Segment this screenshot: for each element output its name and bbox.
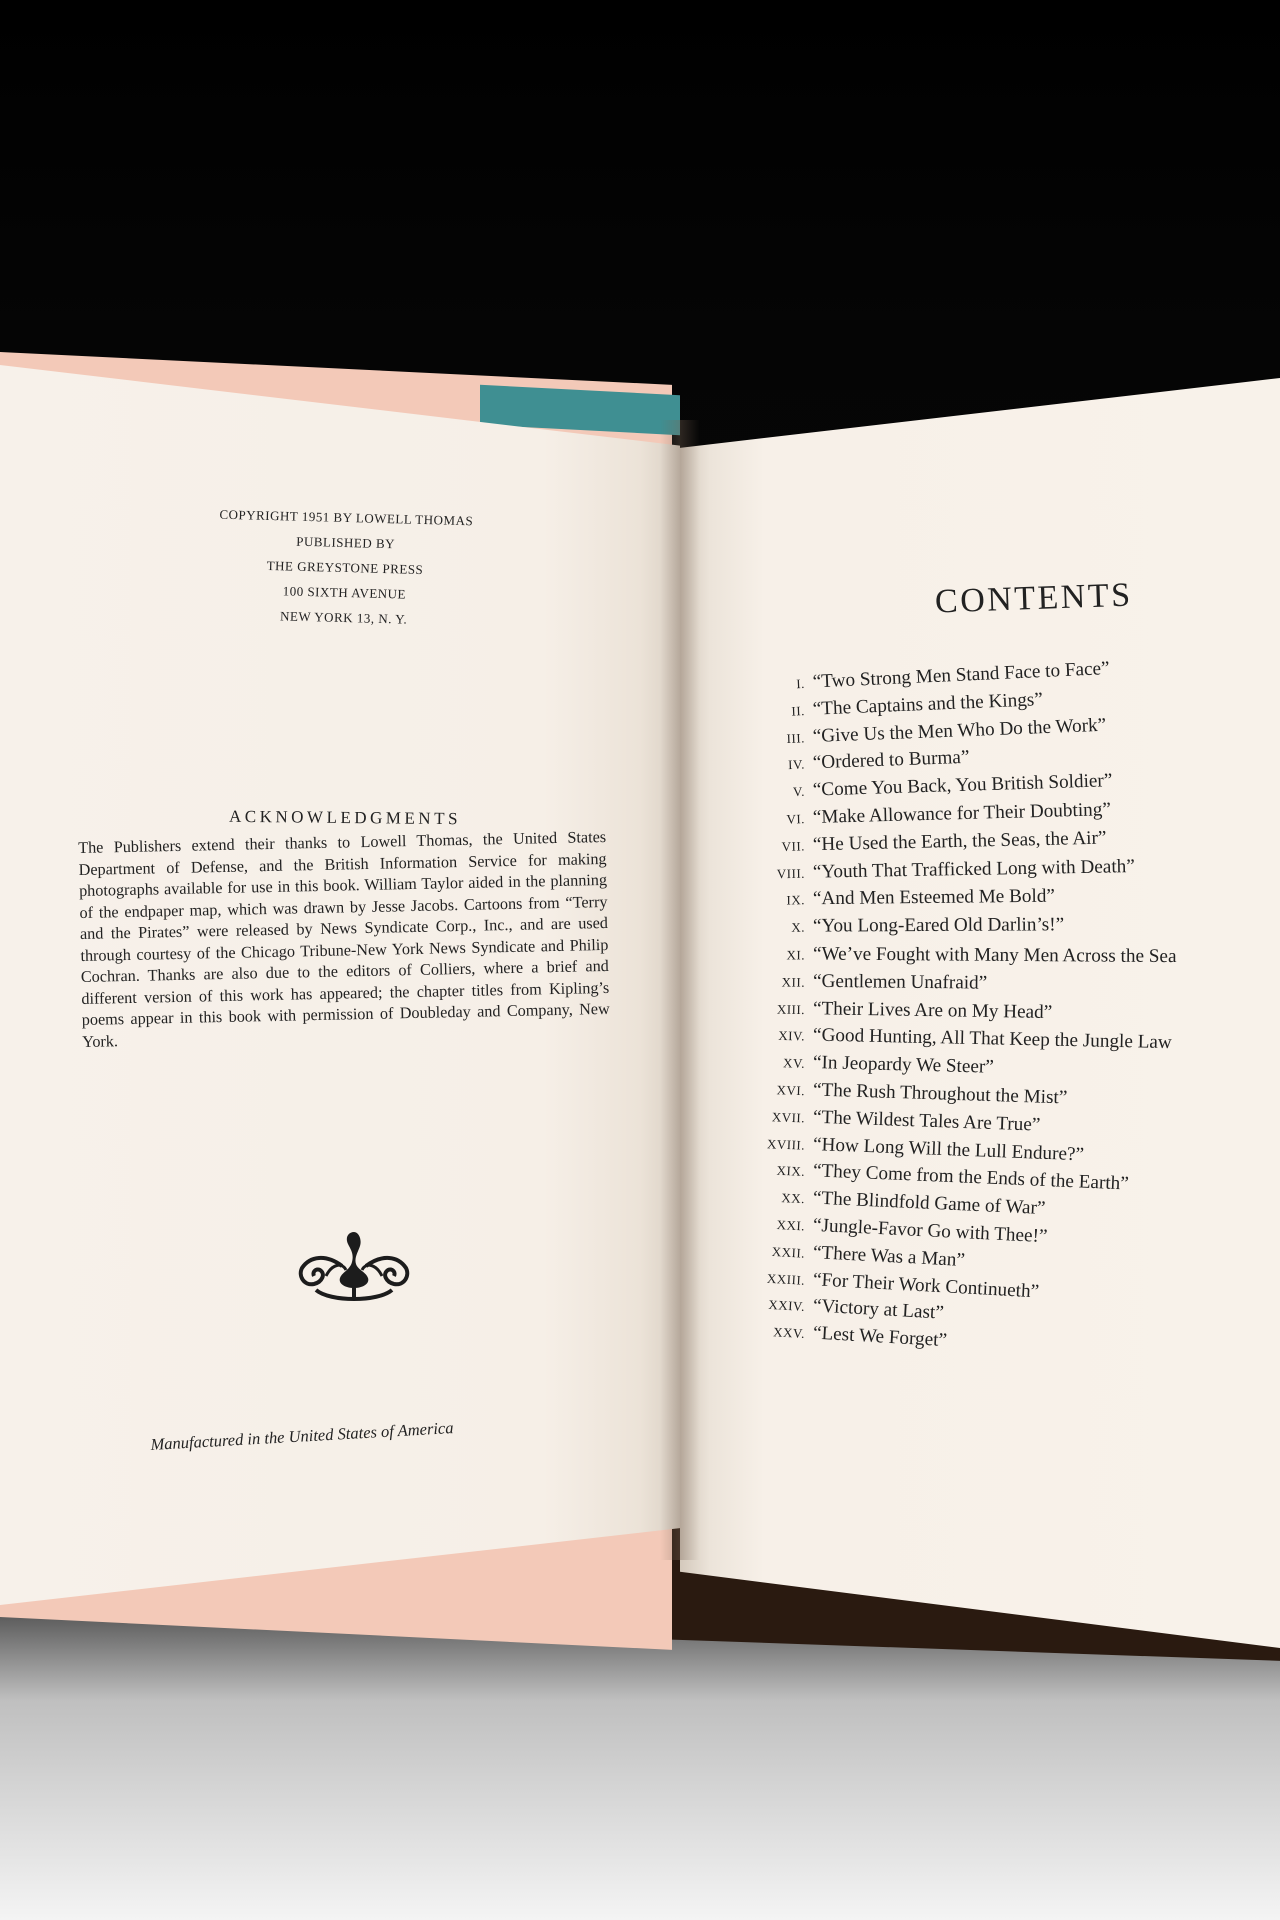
toc-chapter-number: VIII. (776, 865, 806, 881)
toc-chapter-title: “Make Allowance for Their Doubting” (812, 799, 1112, 828)
toc-chapter-title: “The Rush Throughout the Mist” (812, 1079, 1068, 1109)
toc-chapter-number: VI. (786, 811, 806, 827)
imprint-line: PUBLISHED BY (296, 533, 396, 552)
toc-chapter-title: “Youth That Trafficked Long with Death” (812, 855, 1135, 883)
imprint-line: THE GREYSTONE PRESS (266, 557, 424, 578)
toc-chapter-number: XV. (782, 1055, 806, 1071)
toc-chapter-number: XVII. (771, 1109, 806, 1126)
manufactured-note: Manufactured in the United States of America (150, 1418, 454, 1454)
toc-chapter-number: XXV. (772, 1324, 806, 1342)
toc-chapter-number: VII. (781, 838, 806, 854)
toc-chapter-number: XXIV. (768, 1297, 806, 1315)
toc-chapter-number: I. (795, 675, 806, 692)
toc-chapter-title: “And Men Esteemed Me Bold” (812, 886, 1055, 910)
toc-chapter-title: “Two Strong Men Stand Face to Face” (812, 657, 1111, 693)
toc-chapter-title: “They Come from the Ends of the Earth” (812, 1160, 1130, 1195)
toc-chapter-title: “Gentlemen Unafraid” (812, 970, 988, 994)
toc-chapter-title: “Their Lives Are on My Head” (812, 997, 1053, 1023)
toc-chapter-number: XI. (786, 947, 806, 963)
toc-chapter-number: IX. (786, 892, 806, 908)
toc-chapter-number: XXII. (771, 1243, 806, 1261)
toc-chapter-title: “There Was a Man” (812, 1241, 966, 1271)
toc-chapter-number: IV. (787, 756, 806, 773)
acknowledgments-text: The Publishers extend their thanks to Lowell Thomas, the United States Department of Defense, and the British Information Service for making photographs available for use in this book. William Taylor aided in the planning of the endpaper map, which was drawn by Jesse Jacobs. Cartoons from “Terry and the Pirates” were released by News Syndicate Corp., Inc., and are used through courtesy of the Chicago Tribune-New York News Syndicate and Philip Cochran. Thanks are also due to the editors of Colliers, where a brief and different version of this work has appeared; the chapter titles from Kipling’s poems appear in this book with permission of Doubleday and Company, New York. (78, 827, 610, 1051)
toc-chapter-title: “In Jeopardy We Steer” (812, 1052, 995, 1078)
toc-chapter-title: “Jungle-Favor Go with Thee!” (812, 1214, 1048, 1248)
toc-chapter-title: “Good Hunting, All That Keep the Jungle Law (812, 1024, 1172, 1054)
toc-chapter-title: “For Their Work Continueth” (812, 1268, 1040, 1302)
swan-emblem-icon (296, 1226, 412, 1306)
toc-entry (735, 913, 1280, 943)
toc-chapter-title: “He Used the Earth, the Seas, the Air” (812, 827, 1107, 856)
copyright-imprint (178, 501, 511, 635)
toc-chapter-number: XII. (781, 974, 806, 990)
toc-chapter-title: “Lest We Forget” (812, 1322, 948, 1352)
toc-chapter-number: V. (792, 783, 806, 800)
toc-entry (735, 943, 1280, 974)
imprint-line: 100 SIXTH AVENUE (282, 583, 407, 602)
toc-chapter-number: II. (791, 702, 806, 719)
imprint-line: COPYRIGHT 1951 BY LOWELL THOMAS (219, 506, 474, 529)
toc-chapter-number: XXI. (776, 1216, 806, 1234)
toc-chapter-title: “Give Us the Men Who Do the Work” (812, 714, 1107, 747)
toc-chapter-title: “We’ve Fought with Many Men Across the Sea (812, 943, 1177, 968)
toc-chapter-title: “Victory at Last” (812, 1295, 945, 1324)
toc-chapter-number: XXIII. (766, 1270, 806, 1288)
toc-chapter-number: XX. (781, 1190, 806, 1207)
toc-chapter-number: X. (791, 919, 806, 935)
imprint-line: NEW YORK 13, N. Y. (279, 608, 408, 627)
toc-chapter-number: XVI. (776, 1082, 806, 1099)
toc-chapter-title: “How Long Will the Lull Endure?” (812, 1133, 1085, 1165)
toc-chapter-number: XIV. (778, 1028, 806, 1044)
toc-chapter-title: “Ordered to Burma” (812, 747, 970, 774)
table-of-contents (735, 657, 1280, 1352)
toc-chapter-title: “The Wildest Tales Are True” (812, 1106, 1041, 1136)
toc-entry (735, 884, 1280, 917)
toc-chapter-title: “Come You Back, You British Soldier” (812, 770, 1113, 801)
toc-chapter-number: III. (786, 729, 806, 746)
toc-chapter-number: XIX. (776, 1163, 806, 1180)
book-gutter (660, 420, 700, 1560)
toc-chapter-number: XVIII. (766, 1135, 806, 1153)
toc-chapter-title: “You Long-Eared Old Darlin’s!” (812, 914, 1065, 937)
toc-chapter-number: XIII. (776, 1001, 806, 1017)
acknowledgments-heading: ACKNOWLEDGMENTS (228, 806, 462, 829)
contents-title: CONTENTS (934, 576, 1134, 621)
toc-chapter-title: “The Captains and the Kings” (812, 688, 1044, 720)
toc-chapter-title: “The Blindfold Game of War” (812, 1187, 1046, 1220)
